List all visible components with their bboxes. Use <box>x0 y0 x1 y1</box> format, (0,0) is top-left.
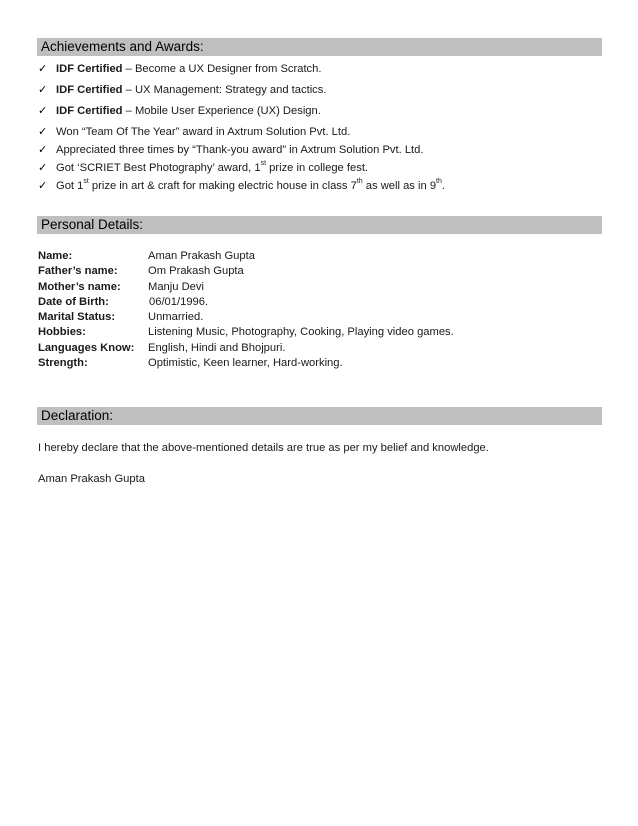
check-icon: ✓ <box>38 144 48 156</box>
item-text-c: as well as in 9 <box>362 180 437 192</box>
item-text: Appreciated three times by “Thank-you award” in Axtrum Solution Pvt. Ltd. <box>56 144 424 156</box>
item-bold: IDF Certified <box>56 63 123 75</box>
list-item <box>38 83 445 97</box>
item-text: Won “Team Of The Year” award in Axtrum Solution Pvt. Ltd. <box>56 126 351 138</box>
item-text: – Become a UX Designer from Scratch. <box>122 63 322 75</box>
detail-value: English, Hindi and Bhojpuri. <box>148 341 286 354</box>
achievements-heading: Achievements and Awards: <box>37 38 602 56</box>
superscript: th <box>436 178 442 186</box>
detail-label: Mother’s name: <box>38 280 121 293</box>
item-text-b: prize in college fest. <box>266 162 369 174</box>
list-item <box>38 104 445 118</box>
detail-row-hobbies <box>38 325 454 340</box>
check-icon: ✓ <box>38 180 48 192</box>
item-bold: IDF Certified <box>56 84 123 96</box>
detail-row-marital <box>38 310 454 325</box>
declaration-text: I hereby declare that the above-mentioned details are true as per my belief and knowledge. <box>38 442 489 454</box>
check-icon: ✓ <box>38 84 48 96</box>
detail-value: Aman Prakash Gupta <box>148 250 255 262</box>
item-text-b: prize in art & craft for making electric house in class 7 <box>88 180 357 192</box>
superscript: th <box>356 178 363 186</box>
detail-label: Hobbies: <box>38 326 86 339</box>
detail-label: Marital Status: <box>38 311 116 324</box>
detail-value: Listening Music, Photography, Cooking, Playing video games. <box>148 326 454 339</box>
detail-label: Languages Know: <box>38 341 135 354</box>
detail-row-strength <box>38 356 454 371</box>
detail-label: Father’s name: <box>38 265 118 278</box>
personal-details <box>38 249 454 371</box>
achievements-list <box>38 60 445 193</box>
detail-row-father <box>38 264 454 279</box>
list-item <box>38 179 445 193</box>
check-icon: ✓ <box>38 105 48 117</box>
detail-row-name <box>38 249 454 264</box>
detail-label: Strength: <box>38 357 88 370</box>
detail-value: Unmarried. <box>148 311 204 324</box>
signature-name: Aman Prakash Gupta <box>38 473 145 485</box>
superscript: st <box>83 178 89 186</box>
list-item <box>38 143 445 157</box>
item-text: – UX Management: Strategy and tactics. <box>122 84 327 96</box>
detail-row-languages <box>38 341 454 356</box>
item-text-a: Got ‘SCRIET Best Photography’ award, 1 <box>56 162 261 174</box>
detail-value: Optimistic, Keen learner, Hard-working. <box>148 357 343 370</box>
list-item <box>38 161 445 175</box>
list-item <box>38 62 445 76</box>
detail-label: Date of Birth: <box>38 295 109 308</box>
check-icon: ✓ <box>38 162 48 174</box>
superscript: st <box>260 160 267 168</box>
detail-value: Om Prakash Gupta <box>148 265 244 278</box>
list-item <box>38 125 445 139</box>
detail-label: Name: <box>38 250 73 262</box>
detail-value: 06/01/1996. <box>149 295 209 308</box>
item-text-a: Got 1 <box>56 180 84 192</box>
detail-row-mother <box>38 280 454 295</box>
item-text: – Mobile User Experience (UX) Design. <box>122 105 321 117</box>
detail-row-dob <box>38 295 454 310</box>
item-text-d: . <box>441 180 445 192</box>
detail-value: Manju Devi <box>148 280 204 293</box>
personal-details-heading: Personal Details: <box>37 216 602 234</box>
check-icon: ✓ <box>38 126 48 138</box>
declaration-heading: Declaration: <box>37 407 602 425</box>
item-bold: IDF Certified <box>56 105 123 117</box>
check-icon: ✓ <box>38 63 48 75</box>
